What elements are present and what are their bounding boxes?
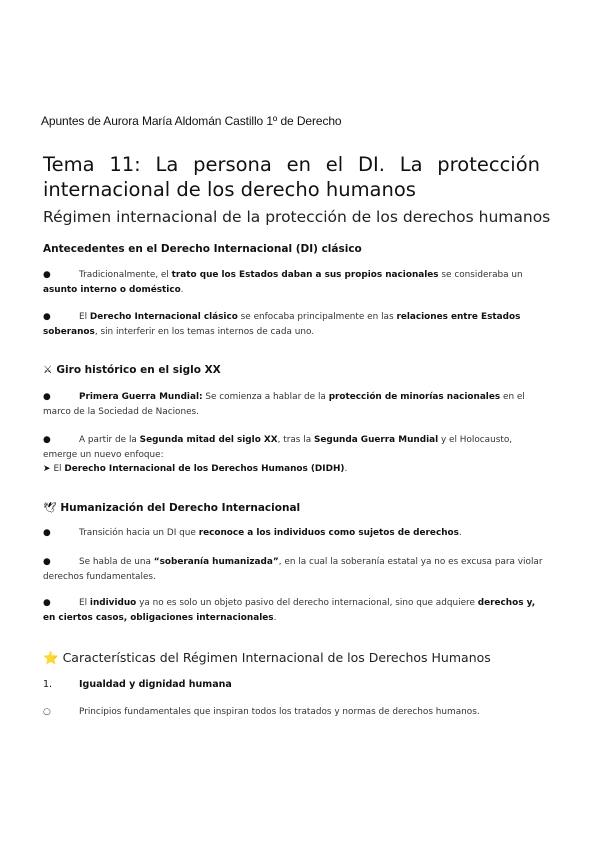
- bullet-icon: ●: [43, 392, 51, 402]
- list-item: ● Primera Guerra Mundial: Se comienza a hablar de la protección de minorías nacionales en el marco de la Sociedad de Naciones.: [43, 392, 525, 417]
- bullet-icon: ●: [43, 435, 51, 445]
- list-item: ● Se habla de una “soberanía humanizada”, en la cual la soberanía estatal ya no es excusa para violar derechos fundamentales.: [43, 557, 543, 582]
- circle-bullet-icon: ○: [43, 707, 51, 717]
- bullet-icon: ●: [43, 598, 51, 608]
- heading-humanizacion: 🕊 Humanización del Derecho Internacional: [43, 502, 301, 514]
- list-item: ● Tradicionalmente, el trato que los Estados daban a sus propios nacionales se consideraba un asunto interno o doméstico.: [43, 270, 523, 295]
- list-item: ● El Derecho Internacional clásico se enfocaba principalmente en las relaciones entre Estados soberanos, sin interferir en los temas internos de cada uno.: [43, 312, 521, 337]
- heading-caracteristicas: ⭐ Características del Régimen Internacional de los Derechos Humanos: [43, 650, 491, 665]
- dove-icon: 🕊: [43, 502, 57, 514]
- arrow-icon: ➤: [43, 464, 51, 474]
- heading-giro: ⚔ Giro histórico en el siglo XX: [43, 364, 221, 376]
- bullet-icon: ●: [43, 528, 51, 538]
- author-line: Apuntes de Aurora María Aldomán Castillo 1º de Derecho: [41, 114, 342, 128]
- heading-antecedentes: Antecedentes en el Derecho Internacional (DI) clásico: [43, 243, 362, 255]
- star-icon: ⭐: [43, 650, 59, 665]
- list-item: ● Transición hacia un DI que reconoce a los individuos como sujetos de derechos.: [43, 526, 543, 541]
- page-subtitle: Régimen internacional de la protección de los derechos humanos: [43, 208, 551, 226]
- list-item: ● A partir de la Segunda mitad del siglo XX, tras la Segunda Guerra Mundial y el Holocausto, emerge un nuevo enfoque: ➤ El Derecho Internacional de los Derechos Humanos (DIDH).: [43, 435, 513, 474]
- bullet-icon: ●: [43, 270, 51, 280]
- bullet-icon: ●: [43, 557, 51, 567]
- page-title: [43, 152, 540, 202]
- crossed-swords-icon: ⚔: [43, 364, 53, 376]
- sub-list-item: ○ Principios fundamentales que inspiran todos los tratados y normas de derechos humanos.: [43, 707, 480, 717]
- title-line-2: internacional de los derecho humanos: [43, 178, 416, 201]
- title-line-1: Tema 11: La persona en el DI. La protección: [43, 153, 540, 176]
- numbered-item: 1. Igualdad y dignidad humana: [43, 679, 232, 690]
- bullet-icon: ●: [43, 312, 51, 322]
- list-item: ● El individuo ya no es solo un objeto pasivo del derecho internacional, sino que adquiere derechos y, en ciertos casos, obligaciones internacionales.: [43, 598, 536, 623]
